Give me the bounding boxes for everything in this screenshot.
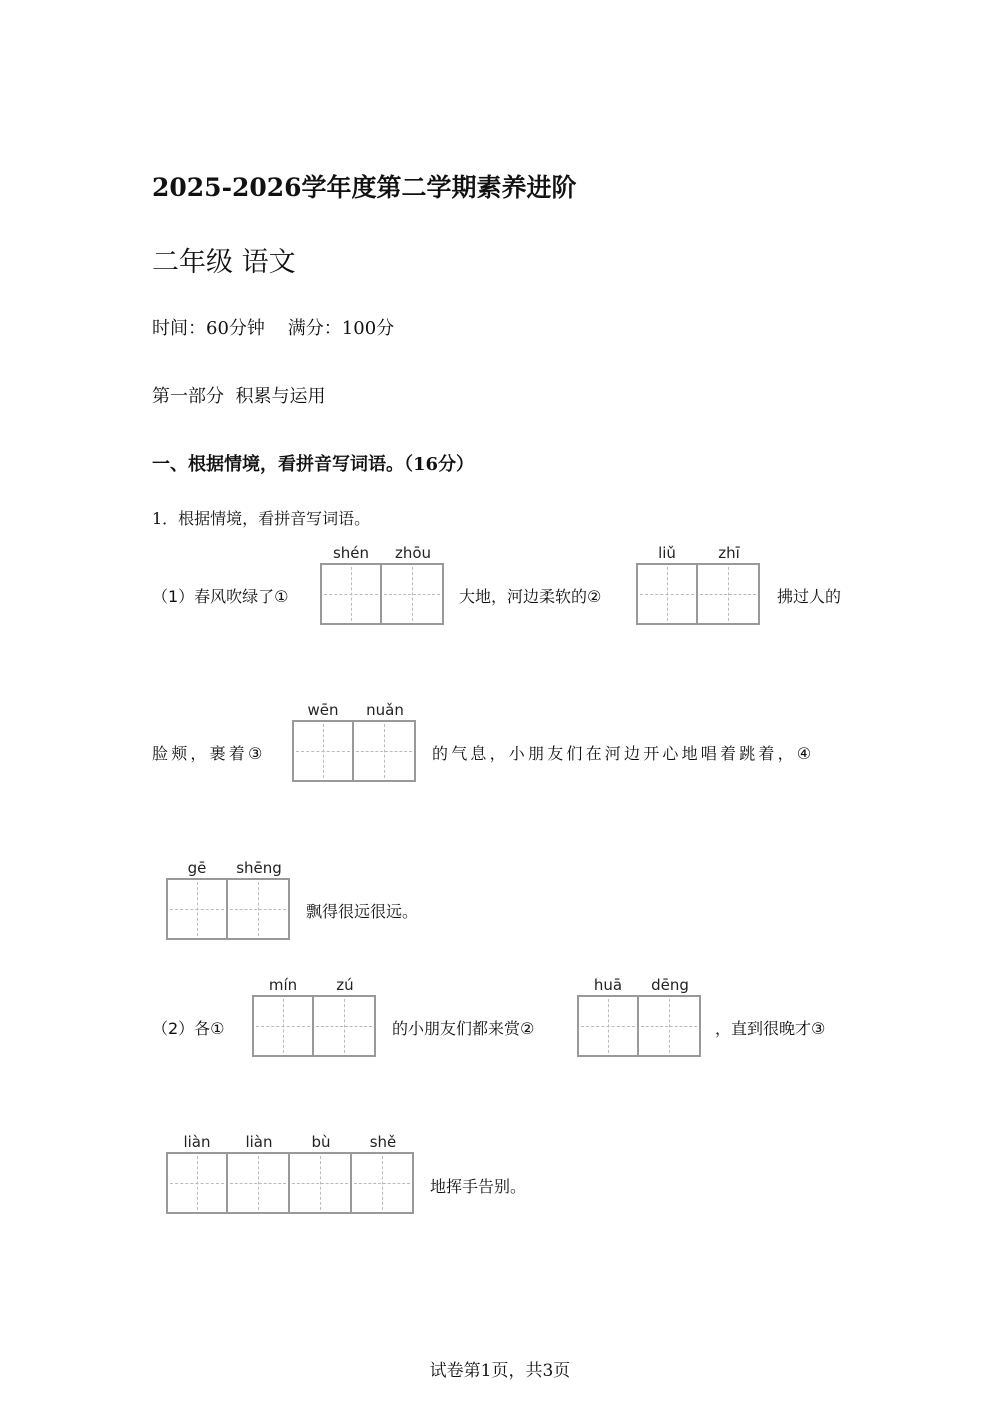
pinyin-label: shén [332, 544, 370, 562]
pinyin-label: zhī [718, 544, 740, 562]
page-footer: 试卷第1页，共3页 [429, 1361, 571, 1381]
char-box[interactable] [354, 720, 416, 782]
answer-box-minzu[interactable] [252, 975, 376, 1057]
char-box[interactable] [314, 995, 376, 1057]
section-heading: 一、根据情境，看拼音写词语。（16分） [152, 454, 475, 475]
answer-box-gesheng[interactable] [166, 858, 290, 940]
answer-box-huadeng[interactable] [577, 975, 701, 1057]
answer-box-shenzhou[interactable] [320, 543, 444, 625]
passage2-text-1b: 的小朋友们都来赏② [392, 1019, 535, 1038]
pinyin-label: zú [336, 976, 354, 994]
pinyin-label: liǔ [658, 544, 676, 562]
passage1-text-1b: 大地，河边柔软的② [459, 587, 602, 606]
passage1-text-1a: （1）春风吹绿了① [152, 587, 289, 606]
pinyin-label: liàn [183, 1133, 211, 1151]
passage2-text-2a: 地挥手告别。 [430, 1177, 527, 1196]
char-box[interactable] [352, 1152, 414, 1214]
passage2-text-1c: ，直到很晚才③ [715, 1019, 826, 1038]
char-box[interactable] [290, 1152, 352, 1214]
exam-meta: 时间：60分钟 满分：100分 [152, 318, 395, 339]
exam-title: 2025-2026学年度第二学期素养进阶 [152, 173, 577, 202]
char-box[interactable] [577, 995, 639, 1057]
char-box[interactable] [252, 995, 314, 1057]
exam-subtitle: 二年级 语文 [152, 247, 296, 278]
pinyin-label: wēn [307, 701, 339, 719]
pinyin-label: dēng [651, 976, 689, 994]
question-prompt: 1．根据情境，看拼音写词语。 [152, 509, 371, 528]
pinyin-label: liàn [245, 1133, 273, 1151]
char-box[interactable] [228, 1152, 290, 1214]
char-box[interactable] [320, 563, 382, 625]
answer-box-liuzhi[interactable] [636, 543, 760, 625]
pinyin-label: gē [187, 859, 207, 877]
pinyin-label: shě [369, 1133, 397, 1151]
char-box[interactable] [228, 878, 290, 940]
passage1-text-1c: 拂过人的 [777, 587, 842, 606]
char-box[interactable] [292, 720, 354, 782]
answer-box-lianlianbushe[interactable] [166, 1132, 414, 1214]
char-box[interactable] [639, 995, 701, 1057]
char-box[interactable] [698, 563, 760, 625]
pinyin-label: huā [593, 976, 623, 994]
passage1-text-3a: 飘得很远很远。 [306, 902, 419, 921]
part-heading: 第一部分 积累与运用 [152, 386, 326, 407]
char-box[interactable] [166, 878, 228, 940]
char-box[interactable] [636, 563, 698, 625]
char-box[interactable] [382, 563, 444, 625]
char-box[interactable] [166, 1152, 228, 1214]
answer-box-wennuan[interactable] [292, 700, 416, 782]
passage1-text-2b: 的气息，小朋友们在河边开心地唱着跳着，④ [432, 744, 815, 763]
pinyin-label: nuǎn [366, 701, 404, 719]
passage2-text-1a: （2）各① [152, 1019, 225, 1038]
pinyin-label: shēng [236, 859, 282, 877]
pinyin-label: mín [268, 976, 298, 994]
passage1-text-2a: 脸颊，裹着③ [152, 744, 266, 763]
pinyin-label: zhōu [394, 544, 432, 562]
pinyin-label: bù [311, 1133, 331, 1151]
